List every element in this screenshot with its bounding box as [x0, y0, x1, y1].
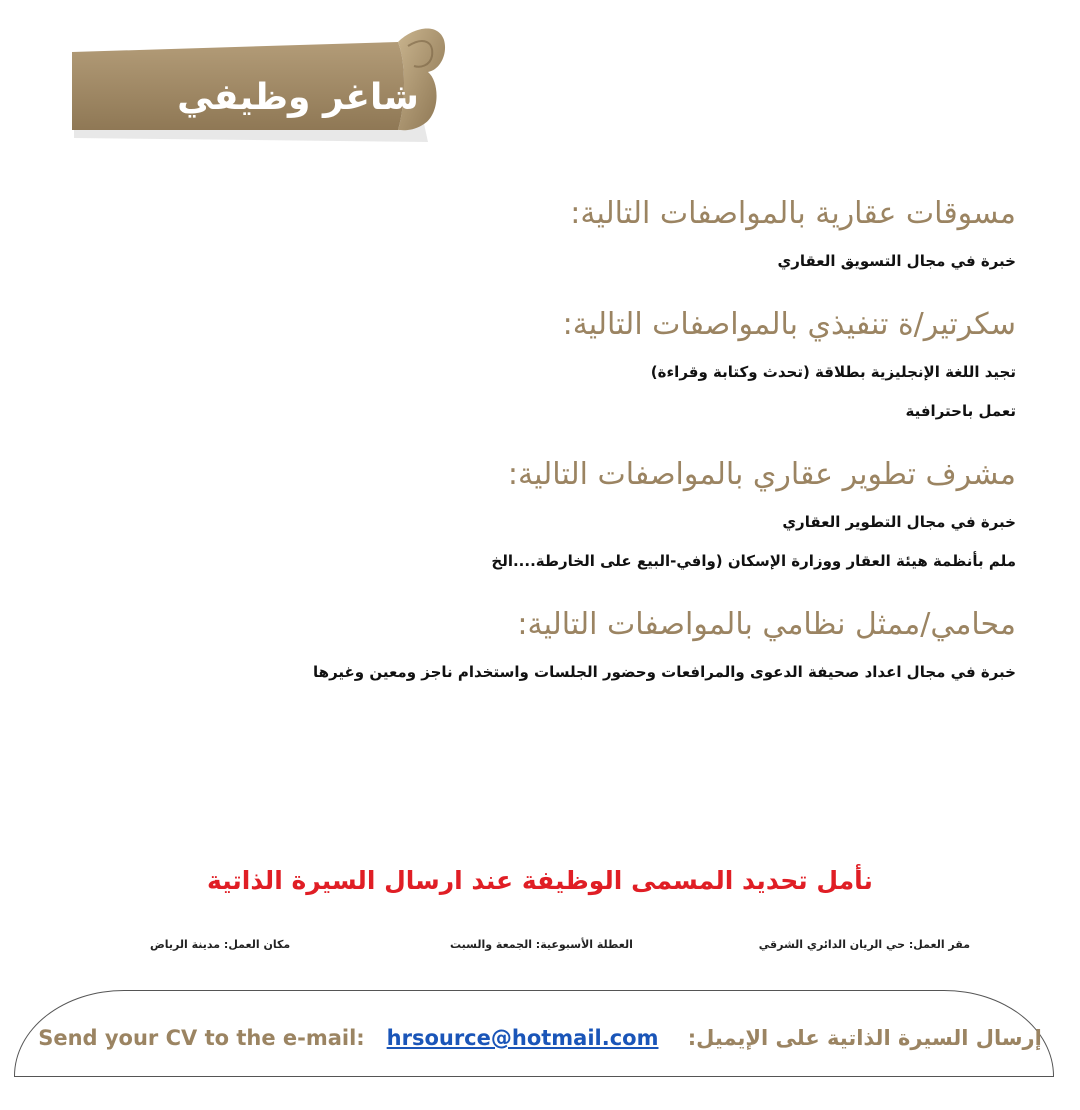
- job-requirement: خبرة في مجال التطوير العقاري: [782, 513, 1016, 531]
- job-heading: مشرف تطوير عقاري بالمواصفات التالية:: [507, 457, 1016, 492]
- job-vacancy-banner: [68, 22, 488, 150]
- job-listings: [196, 190, 1016, 712]
- email-link[interactable]: hrsource@hotmail.com: [386, 1026, 659, 1050]
- footer-divider: [14, 1076, 1054, 1077]
- work-location-info: مكان العمل: مدينة الرياض: [150, 938, 291, 951]
- job-section-marketers: [196, 190, 1016, 275]
- job-requirement: تجيد اللغة الإنجليزية بطلاقة (تحدث وكتابة وقراءة): [650, 363, 1016, 381]
- job-section-secretary: [196, 301, 1016, 425]
- job-requirement: ملم بأنظمة هيئة العقار ووزارة الإسكان (وافي-البيع على الخارطة....الخ: [491, 552, 1016, 570]
- cv-label-en: Send your CV to the e-mail:: [38, 1026, 365, 1050]
- job-heading: محامي/ممثل نظامي بالمواصفات التالية:: [517, 607, 1016, 642]
- job-section-lawyer: [196, 601, 1016, 686]
- job-heading: مسوقات عقارية بالمواصفات التالية:: [570, 196, 1016, 231]
- cv-contact-line: [0, 1026, 1080, 1050]
- work-office-info: مقر العمل: حي الريان الدائري الشرقي: [758, 938, 970, 951]
- cv-label-ar: إرسال السيرة الذاتية على الإيميل:: [687, 1026, 1042, 1050]
- job-requirement: خبرة في مجال التسويق العقاري: [777, 252, 1016, 270]
- banner-title: شاغر وظيفي: [177, 77, 419, 118]
- job-title-note: نأمل تحديد المسمى الوظيفة عند ارسال السيرة الذاتية: [207, 866, 873, 895]
- job-section-development-supervisor: [196, 451, 1016, 575]
- job-requirement: تعمل باحترافية: [905, 402, 1016, 420]
- job-requirement: خبرة في مجال اعداد صحيفة الدعوى والمرافعات وحضور الجلسات واستخدام ناجز ومعين وغيرها: [313, 663, 1016, 681]
- job-heading: سكرتير/ة تنفيذي بالمواصفات التالية:: [562, 307, 1016, 342]
- weekend-info: العطلة الأسبوعية: الجمعة والسبت: [450, 938, 633, 951]
